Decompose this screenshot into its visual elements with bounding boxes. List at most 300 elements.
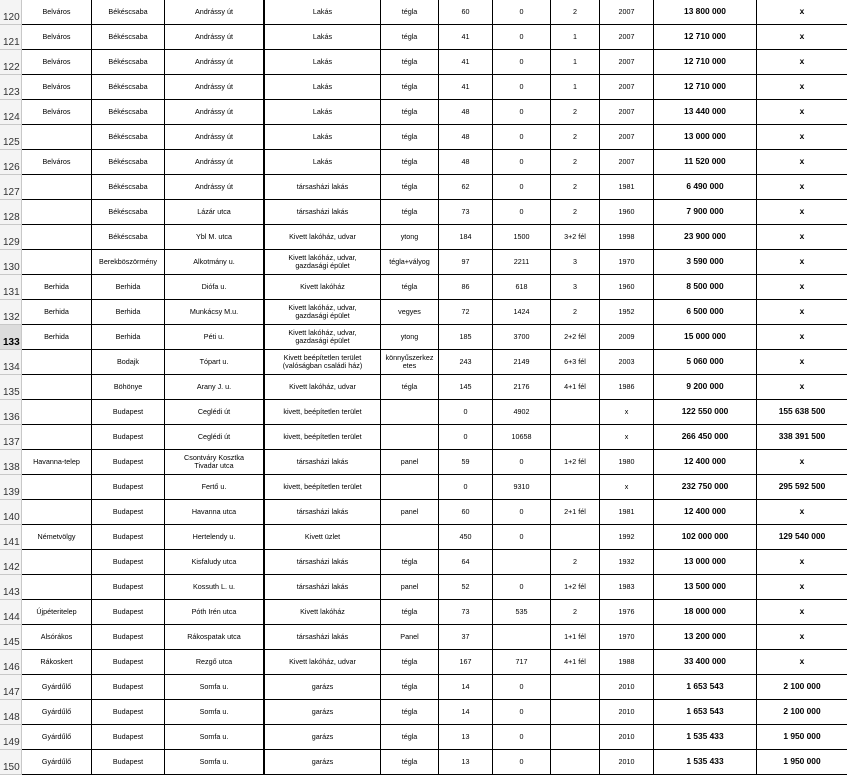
cell-area[interactable]: 60 — [439, 0, 493, 25]
cell-city[interactable]: Budapest — [92, 550, 165, 575]
cell-district[interactable] — [22, 475, 92, 500]
cell-land-area[interactable]: 618 — [493, 275, 551, 300]
row-header[interactable]: 149 — [0, 725, 22, 750]
cell-price-gross[interactable]: x — [757, 650, 847, 675]
cell-property-type[interactable]: kivett, beépítetlen terület — [265, 425, 381, 450]
cell-district[interactable]: Havanna-telep — [22, 450, 92, 475]
cell-land-area[interactable]: 3700 — [493, 325, 551, 350]
cell-rooms[interactable]: 2 — [551, 0, 600, 25]
cell-property-type[interactable]: Kivett lakóház, udvar — [265, 225, 381, 250]
cell-land-area[interactable]: 0 — [493, 750, 551, 775]
cell-year[interactable]: x — [600, 425, 654, 450]
cell-district[interactable]: Belváros — [22, 0, 92, 25]
cell-district[interactable]: Berhida — [22, 300, 92, 325]
cell-price[interactable]: 12 400 000 — [654, 450, 757, 475]
cell-city[interactable]: Budapest — [92, 500, 165, 525]
cell-year[interactable]: 2003 — [600, 350, 654, 375]
cell-property-type[interactable]: társasházi lakás — [265, 575, 381, 600]
cell-year[interactable]: 1981 — [600, 175, 654, 200]
cell-district[interactable]: Belváros — [22, 150, 92, 175]
cell-property-type[interactable]: társasházi lakás — [265, 200, 381, 225]
cell-year[interactable]: 1970 — [600, 625, 654, 650]
cell-rooms[interactable] — [551, 475, 600, 500]
cell-year[interactable]: 1980 — [600, 450, 654, 475]
cell-land-area[interactable]: 0 — [493, 175, 551, 200]
cell-city[interactable]: Budapest — [92, 525, 165, 550]
row-header[interactable]: 132 — [0, 300, 22, 325]
cell-area[interactable]: 41 — [439, 75, 493, 100]
cell-land-area[interactable]: 1424 — [493, 300, 551, 325]
cell-rooms[interactable]: 1+2 fél — [551, 575, 600, 600]
cell-city[interactable]: Budapest — [92, 700, 165, 725]
cell-property-type[interactable]: Lakás — [265, 125, 381, 150]
cell-price-gross[interactable]: 2 100 000 — [757, 675, 847, 700]
cell-price-gross[interactable]: 1 950 000 — [757, 725, 847, 750]
cell-price[interactable]: 1 653 543 — [654, 700, 757, 725]
cell-city[interactable]: Békéscsaba — [92, 25, 165, 50]
cell-district[interactable] — [22, 225, 92, 250]
cell-street[interactable]: Fertő u. — [165, 475, 265, 500]
cell-area[interactable]: 86 — [439, 275, 493, 300]
cell-street[interactable]: Andrássy út — [165, 75, 265, 100]
cell-material[interactable]: könnyűszerkez etes — [381, 350, 439, 375]
cell-year[interactable]: 2007 — [600, 25, 654, 50]
row-header[interactable]: 138 — [0, 450, 22, 475]
row-header[interactable]: 125 — [0, 125, 22, 150]
row-header[interactable]: 145 — [0, 625, 22, 650]
cell-rooms[interactable]: 2 — [551, 300, 600, 325]
cell-rooms[interactable] — [551, 525, 600, 550]
cell-year[interactable]: x — [600, 400, 654, 425]
cell-price[interactable]: 7 900 000 — [654, 200, 757, 225]
cell-material[interactable]: tégla — [381, 550, 439, 575]
cell-price-gross[interactable]: x — [757, 375, 847, 400]
cell-city[interactable]: Békéscsaba — [92, 200, 165, 225]
cell-year[interactable]: 1952 — [600, 300, 654, 325]
cell-property-type[interactable]: garázs — [265, 700, 381, 725]
cell-price-gross[interactable]: x — [757, 250, 847, 275]
cell-area[interactable]: 52 — [439, 575, 493, 600]
cell-area[interactable]: 450 — [439, 525, 493, 550]
cell-city[interactable]: Budapest — [92, 650, 165, 675]
cell-district[interactable] — [22, 575, 92, 600]
cell-year[interactable]: 1960 — [600, 275, 654, 300]
row-header[interactable]: 123 — [0, 75, 22, 100]
cell-city[interactable]: Békéscsaba — [92, 175, 165, 200]
cell-city[interactable]: Békéscsaba — [92, 50, 165, 75]
cell-year[interactable]: 2009 — [600, 325, 654, 350]
cell-price-gross[interactable]: x — [757, 75, 847, 100]
cell-area[interactable]: 13 — [439, 725, 493, 750]
cell-year[interactable]: 1998 — [600, 225, 654, 250]
cell-year[interactable]: 1970 — [600, 250, 654, 275]
cell-land-area[interactable]: 0 — [493, 200, 551, 225]
cell-rooms[interactable]: 1+1 fél — [551, 625, 600, 650]
cell-land-area[interactable]: 2149 — [493, 350, 551, 375]
cell-city[interactable]: Budapest — [92, 425, 165, 450]
cell-district[interactable]: Belváros — [22, 25, 92, 50]
cell-street[interactable]: Munkácsy M.u. — [165, 300, 265, 325]
cell-land-area[interactable]: 535 — [493, 600, 551, 625]
cell-street[interactable]: Andrássy út — [165, 25, 265, 50]
cell-year[interactable]: 1981 — [600, 500, 654, 525]
cell-price[interactable]: 13 500 000 — [654, 575, 757, 600]
cell-street[interactable]: Péti u. — [165, 325, 265, 350]
cell-district[interactable] — [22, 400, 92, 425]
cell-rooms[interactable]: 3 — [551, 275, 600, 300]
cell-land-area[interactable]: 2176 — [493, 375, 551, 400]
cell-street[interactable]: Alkotmány u. — [165, 250, 265, 275]
row-header[interactable]: 128 — [0, 200, 22, 225]
cell-street[interactable]: Rezgő utca — [165, 650, 265, 675]
cell-price-gross[interactable]: x — [757, 575, 847, 600]
cell-district[interactable]: Belváros — [22, 100, 92, 125]
cell-price[interactable]: 8 500 000 — [654, 275, 757, 300]
cell-area[interactable]: 167 — [439, 650, 493, 675]
cell-price-gross[interactable]: x — [757, 300, 847, 325]
cell-material[interactable]: tégla — [381, 125, 439, 150]
cell-area[interactable]: 64 — [439, 550, 493, 575]
cell-area[interactable]: 13 — [439, 750, 493, 775]
cell-street[interactable]: Hertelendy u. — [165, 525, 265, 550]
cell-price-gross[interactable]: 338 391 500 — [757, 425, 847, 450]
cell-rooms[interactable]: 4+1 fél — [551, 375, 600, 400]
cell-city[interactable]: Böhönye — [92, 375, 165, 400]
cell-area[interactable]: 48 — [439, 100, 493, 125]
cell-land-area[interactable] — [493, 625, 551, 650]
row-header[interactable]: 143 — [0, 575, 22, 600]
cell-land-area[interactable]: 0 — [493, 100, 551, 125]
cell-rooms[interactable]: 2 — [551, 175, 600, 200]
cell-price-gross[interactable]: 1 950 000 — [757, 750, 847, 775]
cell-area[interactable]: 48 — [439, 125, 493, 150]
cell-price[interactable]: 12 400 000 — [654, 500, 757, 525]
cell-price[interactable]: 13 440 000 — [654, 100, 757, 125]
cell-property-type[interactable]: társasházi lakás — [265, 550, 381, 575]
cell-city[interactable]: Budapest — [92, 750, 165, 775]
cell-area[interactable]: 0 — [439, 425, 493, 450]
cell-property-type[interactable]: Kivett beépítetlen terület (valóságban családi ház) — [265, 350, 381, 375]
cell-city[interactable]: Berekböszörmény — [92, 250, 165, 275]
cell-street[interactable]: Kisfaludy utca — [165, 550, 265, 575]
cell-material[interactable]: tégla — [381, 650, 439, 675]
cell-price[interactable]: 13 000 000 — [654, 125, 757, 150]
cell-material[interactable]: tégla — [381, 75, 439, 100]
cell-street[interactable]: Ceglédi út — [165, 425, 265, 450]
cell-district[interactable]: Alsórákos — [22, 625, 92, 650]
row-header[interactable]: 141 — [0, 525, 22, 550]
cell-price-gross[interactable]: x — [757, 100, 847, 125]
cell-district[interactable] — [22, 425, 92, 450]
cell-price-gross[interactable]: x — [757, 0, 847, 25]
cell-material[interactable]: tégla+vályog — [381, 250, 439, 275]
cell-city[interactable]: Békéscsaba — [92, 0, 165, 25]
cell-property-type[interactable]: Kivett lakóház — [265, 600, 381, 625]
cell-material[interactable]: tégla — [381, 600, 439, 625]
cell-year[interactable]: 2007 — [600, 100, 654, 125]
cell-rooms[interactable]: 2+1 fél — [551, 500, 600, 525]
cell-year[interactable]: 2007 — [600, 125, 654, 150]
row-header[interactable]: 130 — [0, 250, 22, 275]
cell-city[interactable]: Budapest — [92, 675, 165, 700]
cell-material[interactable]: tégla — [381, 200, 439, 225]
cell-price[interactable]: 33 400 000 — [654, 650, 757, 675]
cell-material[interactable]: Panel — [381, 625, 439, 650]
cell-price[interactable]: 13 000 000 — [654, 550, 757, 575]
row-header[interactable]: 133 — [0, 325, 22, 350]
cell-district[interactable] — [22, 175, 92, 200]
row-header[interactable]: 144 — [0, 600, 22, 625]
cell-land-area[interactable]: 0 — [493, 725, 551, 750]
cell-area[interactable]: 62 — [439, 175, 493, 200]
cell-district[interactable]: Belváros — [22, 75, 92, 100]
cell-district[interactable]: Berhida — [22, 325, 92, 350]
cell-price-gross[interactable]: x — [757, 200, 847, 225]
cell-land-area[interactable]: 0 — [493, 0, 551, 25]
cell-price-gross[interactable]: x — [757, 625, 847, 650]
cell-rooms[interactable] — [551, 725, 600, 750]
cell-street[interactable]: Arany J. u. — [165, 375, 265, 400]
cell-year[interactable]: 2007 — [600, 150, 654, 175]
cell-district[interactable] — [22, 375, 92, 400]
cell-land-area[interactable]: 0 — [493, 675, 551, 700]
cell-land-area[interactable]: 0 — [493, 525, 551, 550]
cell-material[interactable]: tégla — [381, 700, 439, 725]
cell-property-type[interactable]: Kivett lakóház, udvar, gazdasági épület — [265, 250, 381, 275]
cell-land-area[interactable]: 2211 — [493, 250, 551, 275]
cell-land-area[interactable]: 10658 — [493, 425, 551, 450]
cell-property-type[interactable]: társasházi lakás — [265, 625, 381, 650]
cell-property-type[interactable]: társasházi lakás — [265, 450, 381, 475]
cell-property-type[interactable]: kivett, beépítetlen terület — [265, 475, 381, 500]
cell-city[interactable]: Békéscsaba — [92, 150, 165, 175]
cell-district[interactable] — [22, 125, 92, 150]
cell-city[interactable]: Berhida — [92, 275, 165, 300]
cell-district[interactable]: Gyárdűlő — [22, 725, 92, 750]
cell-material[interactable]: tégla — [381, 275, 439, 300]
cell-district[interactable]: Berhida — [22, 275, 92, 300]
cell-rooms[interactable] — [551, 700, 600, 725]
row-header[interactable]: 127 — [0, 175, 22, 200]
cell-material[interactable]: tégla — [381, 25, 439, 50]
cell-price-gross[interactable]: x — [757, 50, 847, 75]
cell-street[interactable]: Andrássy út — [165, 0, 265, 25]
cell-material[interactable]: panel — [381, 575, 439, 600]
cell-street[interactable]: Somfa u. — [165, 700, 265, 725]
cell-price[interactable]: 12 710 000 — [654, 25, 757, 50]
cell-property-type[interactable]: Kivett lakóház, udvar, gazdasági épület — [265, 300, 381, 325]
cell-price-gross[interactable]: x — [757, 550, 847, 575]
cell-material[interactable]: tégla — [381, 175, 439, 200]
cell-area[interactable]: 60 — [439, 500, 493, 525]
row-header[interactable]: 129 — [0, 225, 22, 250]
cell-property-type[interactable]: Kivett üzlet — [265, 525, 381, 550]
cell-material[interactable]: tégla — [381, 675, 439, 700]
row-header[interactable]: 136 — [0, 400, 22, 425]
cell-rooms[interactable] — [551, 400, 600, 425]
row-header[interactable]: 122 — [0, 50, 22, 75]
row-header[interactable]: 134 — [0, 350, 22, 375]
cell-city[interactable]: Budapest — [92, 450, 165, 475]
row-header[interactable]: 126 — [0, 150, 22, 175]
cell-area[interactable]: 184 — [439, 225, 493, 250]
cell-year[interactable]: 1992 — [600, 525, 654, 550]
cell-price[interactable]: 23 900 000 — [654, 225, 757, 250]
cell-year[interactable]: 1988 — [600, 650, 654, 675]
cell-price[interactable]: 15 000 000 — [654, 325, 757, 350]
cell-area[interactable]: 41 — [439, 50, 493, 75]
cell-area[interactable]: 185 — [439, 325, 493, 350]
cell-price[interactable]: 12 710 000 — [654, 75, 757, 100]
cell-price-gross[interactable]: 295 592 500 — [757, 475, 847, 500]
cell-city[interactable]: Berhida — [92, 300, 165, 325]
cell-year[interactable]: 2007 — [600, 50, 654, 75]
cell-street[interactable]: Kossuth L. u. — [165, 575, 265, 600]
cell-rooms[interactable]: 2 — [551, 550, 600, 575]
cell-price[interactable]: 6 500 000 — [654, 300, 757, 325]
cell-material[interactable]: tégla — [381, 0, 439, 25]
cell-year[interactable]: 1983 — [600, 575, 654, 600]
cell-price-gross[interactable]: x — [757, 25, 847, 50]
cell-street[interactable]: Ceglédi út — [165, 400, 265, 425]
cell-year[interactable]: 2010 — [600, 700, 654, 725]
cell-district[interactable]: Németvölgy — [22, 525, 92, 550]
cell-price-gross[interactable]: x — [757, 350, 847, 375]
cell-district[interactable] — [22, 350, 92, 375]
cell-price-gross[interactable]: 2 100 000 — [757, 700, 847, 725]
cell-material[interactable] — [381, 425, 439, 450]
cell-rooms[interactable]: 2+2 fél — [551, 325, 600, 350]
cell-city[interactable]: Budapest — [92, 600, 165, 625]
cell-price[interactable]: 5 060 000 — [654, 350, 757, 375]
cell-price-gross[interactable]: x — [757, 150, 847, 175]
cell-district[interactable] — [22, 550, 92, 575]
cell-material[interactable]: vegyes — [381, 300, 439, 325]
cell-district[interactable] — [22, 200, 92, 225]
cell-property-type[interactable]: Kivett lakóház, udvar, gazdasági épület — [265, 325, 381, 350]
cell-land-area[interactable]: 0 — [493, 50, 551, 75]
cell-property-type[interactable]: társasházi lakás — [265, 175, 381, 200]
cell-rooms[interactable] — [551, 675, 600, 700]
cell-rooms[interactable]: 2 — [551, 200, 600, 225]
cell-year[interactable]: 2007 — [600, 75, 654, 100]
cell-material[interactable] — [381, 525, 439, 550]
cell-property-type[interactable]: Lakás — [265, 25, 381, 50]
cell-price[interactable]: 1 535 433 — [654, 725, 757, 750]
cell-rooms[interactable]: 1 — [551, 75, 600, 100]
cell-city[interactable]: Békéscsaba — [92, 75, 165, 100]
cell-area[interactable]: 14 — [439, 675, 493, 700]
cell-price[interactable]: 9 200 000 — [654, 375, 757, 400]
row-header[interactable]: 121 — [0, 25, 22, 50]
cell-district[interactable]: Rákoskert — [22, 650, 92, 675]
cell-street[interactable]: Lázár utca — [165, 200, 265, 225]
cell-area[interactable]: 73 — [439, 600, 493, 625]
cell-price[interactable]: 232 750 000 — [654, 475, 757, 500]
cell-land-area[interactable]: 0 — [493, 450, 551, 475]
cell-street[interactable]: Andrássy út — [165, 50, 265, 75]
row-header[interactable]: 148 — [0, 700, 22, 725]
row-header[interactable]: 124 — [0, 100, 22, 125]
cell-district[interactable]: Gyárdűlő — [22, 700, 92, 725]
row-header[interactable]: 147 — [0, 675, 22, 700]
cell-land-area[interactable]: 0 — [493, 75, 551, 100]
cell-city[interactable]: Békéscsaba — [92, 125, 165, 150]
cell-rooms[interactable]: 2 — [551, 600, 600, 625]
cell-material[interactable]: tégla — [381, 725, 439, 750]
cell-year[interactable]: 2010 — [600, 750, 654, 775]
cell-area[interactable]: 41 — [439, 25, 493, 50]
cell-area[interactable]: 73 — [439, 200, 493, 225]
cell-area[interactable]: 243 — [439, 350, 493, 375]
cell-year[interactable]: 2010 — [600, 675, 654, 700]
row-header[interactable]: 137 — [0, 425, 22, 450]
cell-price[interactable]: 122 550 000 — [654, 400, 757, 425]
cell-price-gross[interactable]: x — [757, 175, 847, 200]
cell-land-area[interactable]: 0 — [493, 25, 551, 50]
cell-area[interactable]: 145 — [439, 375, 493, 400]
cell-price-gross[interactable]: x — [757, 500, 847, 525]
cell-year[interactable]: 1960 — [600, 200, 654, 225]
cell-city[interactable]: Budapest — [92, 625, 165, 650]
cell-rooms[interactable]: 2 — [551, 150, 600, 175]
row-header[interactable]: 140 — [0, 500, 22, 525]
cell-material[interactable]: tégla — [381, 750, 439, 775]
cell-material[interactable]: ytong — [381, 325, 439, 350]
cell-property-type[interactable]: garázs — [265, 750, 381, 775]
cell-area[interactable]: 72 — [439, 300, 493, 325]
cell-year[interactable]: 2007 — [600, 0, 654, 25]
cell-land-area[interactable]: 0 — [493, 500, 551, 525]
cell-property-type[interactable]: Lakás — [265, 75, 381, 100]
cell-property-type[interactable]: Kivett lakóház, udvar — [265, 375, 381, 400]
cell-price[interactable]: 18 000 000 — [654, 600, 757, 625]
cell-rooms[interactable]: 3 — [551, 250, 600, 275]
cell-year[interactable]: x — [600, 475, 654, 500]
cell-price-gross[interactable]: 155 638 500 — [757, 400, 847, 425]
cell-city[interactable]: Békéscsaba — [92, 225, 165, 250]
cell-rooms[interactable] — [551, 750, 600, 775]
cell-city[interactable]: Budapest — [92, 725, 165, 750]
cell-district[interactable]: Belváros — [22, 50, 92, 75]
cell-property-type[interactable]: Lakás — [265, 100, 381, 125]
cell-price[interactable]: 11 520 000 — [654, 150, 757, 175]
cell-year[interactable]: 1976 — [600, 600, 654, 625]
cell-land-area[interactable]: 0 — [493, 150, 551, 175]
cell-material[interactable]: tégla — [381, 375, 439, 400]
cell-street[interactable]: Andrássy út — [165, 100, 265, 125]
cell-property-type[interactable]: Kivett lakóház, udvar — [265, 650, 381, 675]
cell-rooms[interactable] — [551, 425, 600, 450]
cell-district[interactable] — [22, 250, 92, 275]
cell-area[interactable]: 37 — [439, 625, 493, 650]
cell-area[interactable]: 48 — [439, 150, 493, 175]
cell-material[interactable] — [381, 400, 439, 425]
cell-rooms[interactable]: 6+3 fél — [551, 350, 600, 375]
cell-city[interactable]: Békéscsaba — [92, 100, 165, 125]
cell-area[interactable]: 0 — [439, 475, 493, 500]
cell-street[interactable]: Havanna utca — [165, 500, 265, 525]
cell-land-area[interactable]: 0 — [493, 125, 551, 150]
row-header[interactable]: 131 — [0, 275, 22, 300]
cell-material[interactable]: tégla — [381, 150, 439, 175]
cell-street[interactable]: Csontváry Kosztka Tivadar utca — [165, 450, 265, 475]
cell-area[interactable]: 59 — [439, 450, 493, 475]
cell-rooms[interactable]: 1+2 fél — [551, 450, 600, 475]
cell-price[interactable]: 6 490 000 — [654, 175, 757, 200]
cell-city[interactable]: Bodajk — [92, 350, 165, 375]
cell-price[interactable]: 12 710 000 — [654, 50, 757, 75]
